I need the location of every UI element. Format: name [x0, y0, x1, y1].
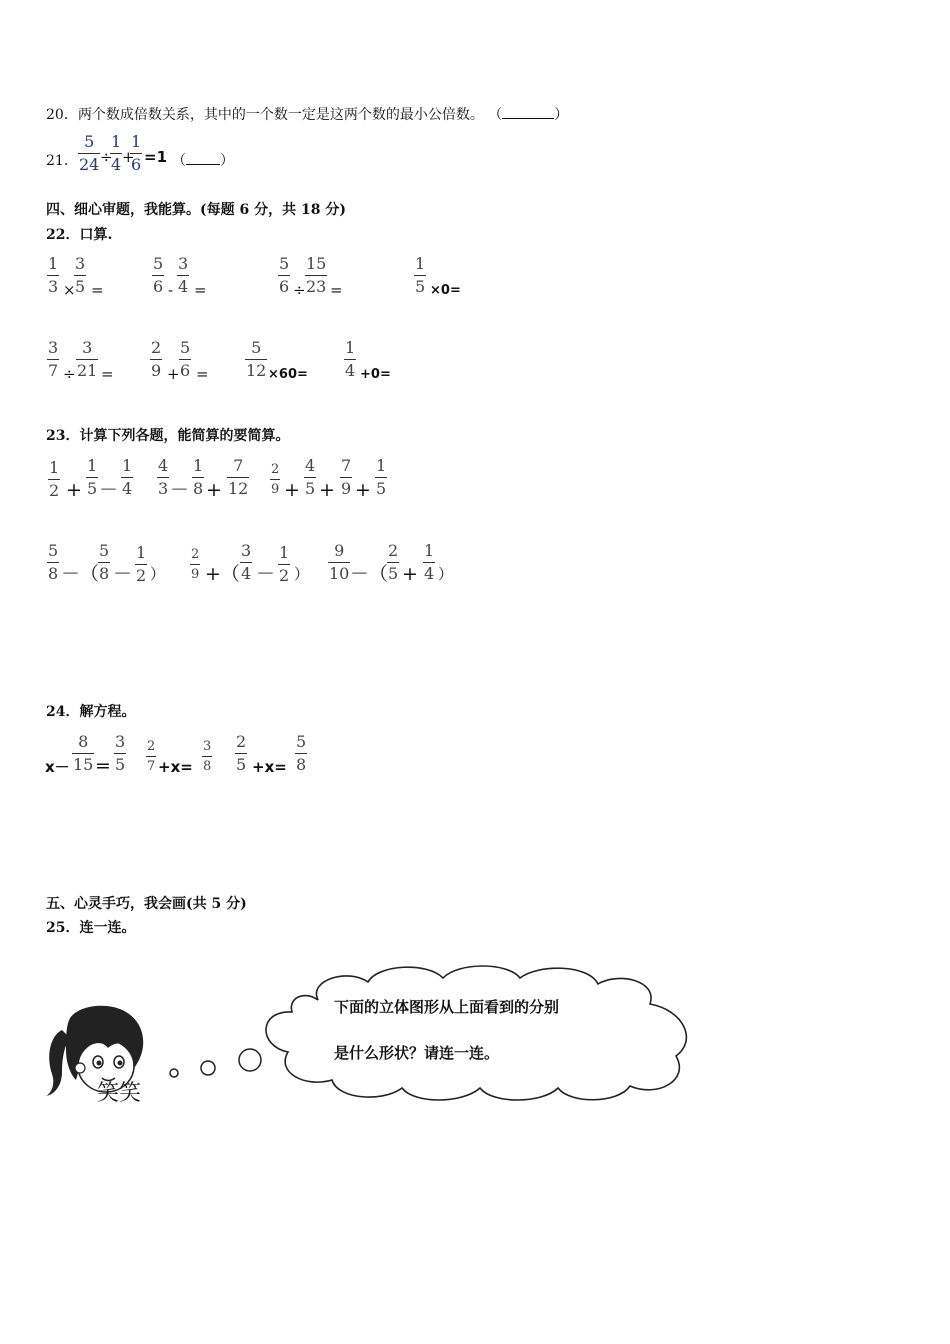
question-22-label: 22．口算. — [46, 227, 113, 243]
question-25-label: 25．连一连。 — [46, 920, 136, 936]
question-20: 20．两个数成倍数关系，其中的一个数一定是这两个数的最小公倍数。 （ ） — [46, 107, 569, 123]
q21-fraction-2: 1 4 — [111, 132, 122, 174]
q22-r2-e1-b: 3 21 — [77, 338, 98, 380]
q22-r2-e4-a: 1 4 — [345, 338, 356, 380]
q22-r2-e2-b: 5 6 — [180, 338, 191, 380]
q24-eq2-f1: 2 7 — [147, 739, 156, 774]
q23-e2-f1: 4 3 — [158, 456, 169, 498]
q21-fraction-3: 1 6 — [131, 132, 142, 174]
q23-e3-f4: 1 5 — [376, 456, 387, 498]
q22-r1-e4-a: 1 5 — [415, 254, 426, 296]
q24-eq3-f1: 2 5 — [236, 732, 247, 774]
q23-e3-f1: 2 9 — [271, 462, 280, 497]
cloud-text-line-1: 下面的立体图形从上面看到的分别 — [334, 998, 560, 1016]
q23-e5-f3: 1 2 — [279, 543, 290, 585]
q24-eq1-x: x－ — [45, 758, 70, 776]
q22-r2-e2-a: 2 9 — [151, 338, 162, 380]
cloud-text-line-2: 是什么形状？请连一连。 — [334, 1044, 500, 1062]
q21-answer: （ ） — [172, 153, 234, 169]
q23-e3-f2: 4 5 — [305, 456, 316, 498]
q22-r2-e3-a: 5 12 — [246, 338, 267, 380]
question-24-label: 24．解方程。 — [46, 704, 136, 720]
q23-e5-f1: 2 9 — [191, 547, 200, 582]
section-5-title: 五、心灵手巧，我会画(共 5 分) — [46, 896, 247, 912]
q22-r1-e2-a: 5 6 — [153, 254, 164, 296]
q23-e3-f3: 7 9 — [341, 456, 352, 498]
q23-e6-f1: 9 10 — [329, 541, 350, 583]
q24-eq3-f2: 5 8 — [296, 732, 307, 774]
q24-eq2-f2: 3 8 — [203, 739, 212, 774]
q22-r1-e3-b: 15 23 — [306, 254, 327, 296]
q23-e4-f3: 1 2 — [136, 543, 147, 585]
q23-e1-f2: 1 5 — [87, 456, 98, 498]
question-23-label: 23．计算下列各题，能简算的要简算。 — [46, 428, 290, 444]
question-20-text: 20．两个数成倍数关系，其中的一个数一定是这两个数的最小公倍数。 — [46, 107, 484, 123]
q23-e2-f2: 1 8 — [193, 456, 204, 498]
q23-e4-f1: 5 8 — [48, 541, 59, 583]
q21-plus: + — [122, 148, 135, 166]
question-21-label: 21． — [46, 153, 78, 169]
answer-blank-20[interactable] — [502, 106, 554, 119]
answer-blank-21[interactable] — [186, 152, 220, 165]
q23-e5-f2: 3 4 — [241, 541, 252, 583]
q21-divide: ÷ — [100, 148, 113, 166]
q23-e1-f1: 1 2 — [49, 458, 60, 500]
character-name-label: 笑笑 — [97, 1081, 142, 1106]
q22-r1-e1-a: 1 3 — [48, 254, 59, 296]
q22-r1-e2-b: 3 4 — [178, 254, 189, 296]
q21-equals: =1 — [144, 148, 168, 166]
thought-bubbles — [160, 1040, 270, 1090]
q23-e6-f2: 2 5 — [388, 541, 399, 583]
q23-e6-f3: 1 4 — [424, 541, 435, 583]
q24-eq1-f1: 8 15 — [73, 732, 94, 774]
q22-r2-e1-a: 3 7 — [48, 338, 59, 380]
q23-e2-f3: 7 12 — [228, 456, 249, 498]
q24-eq1-f2: 3 5 — [115, 732, 126, 774]
q22-r1-e3-a: 5 6 — [279, 254, 290, 296]
q21-fraction-1: 5 24 — [79, 132, 100, 174]
q23-e1-f3: 1 4 — [122, 456, 133, 498]
q22-r1-e1-b: 3 5 — [75, 254, 86, 296]
section-4-title: 四、细心审题，我能算。(每题 6 分，共 18 分) — [46, 202, 346, 218]
q23-e4-f2: 5 8 — [99, 541, 110, 583]
speech-cloud — [258, 960, 698, 1105]
